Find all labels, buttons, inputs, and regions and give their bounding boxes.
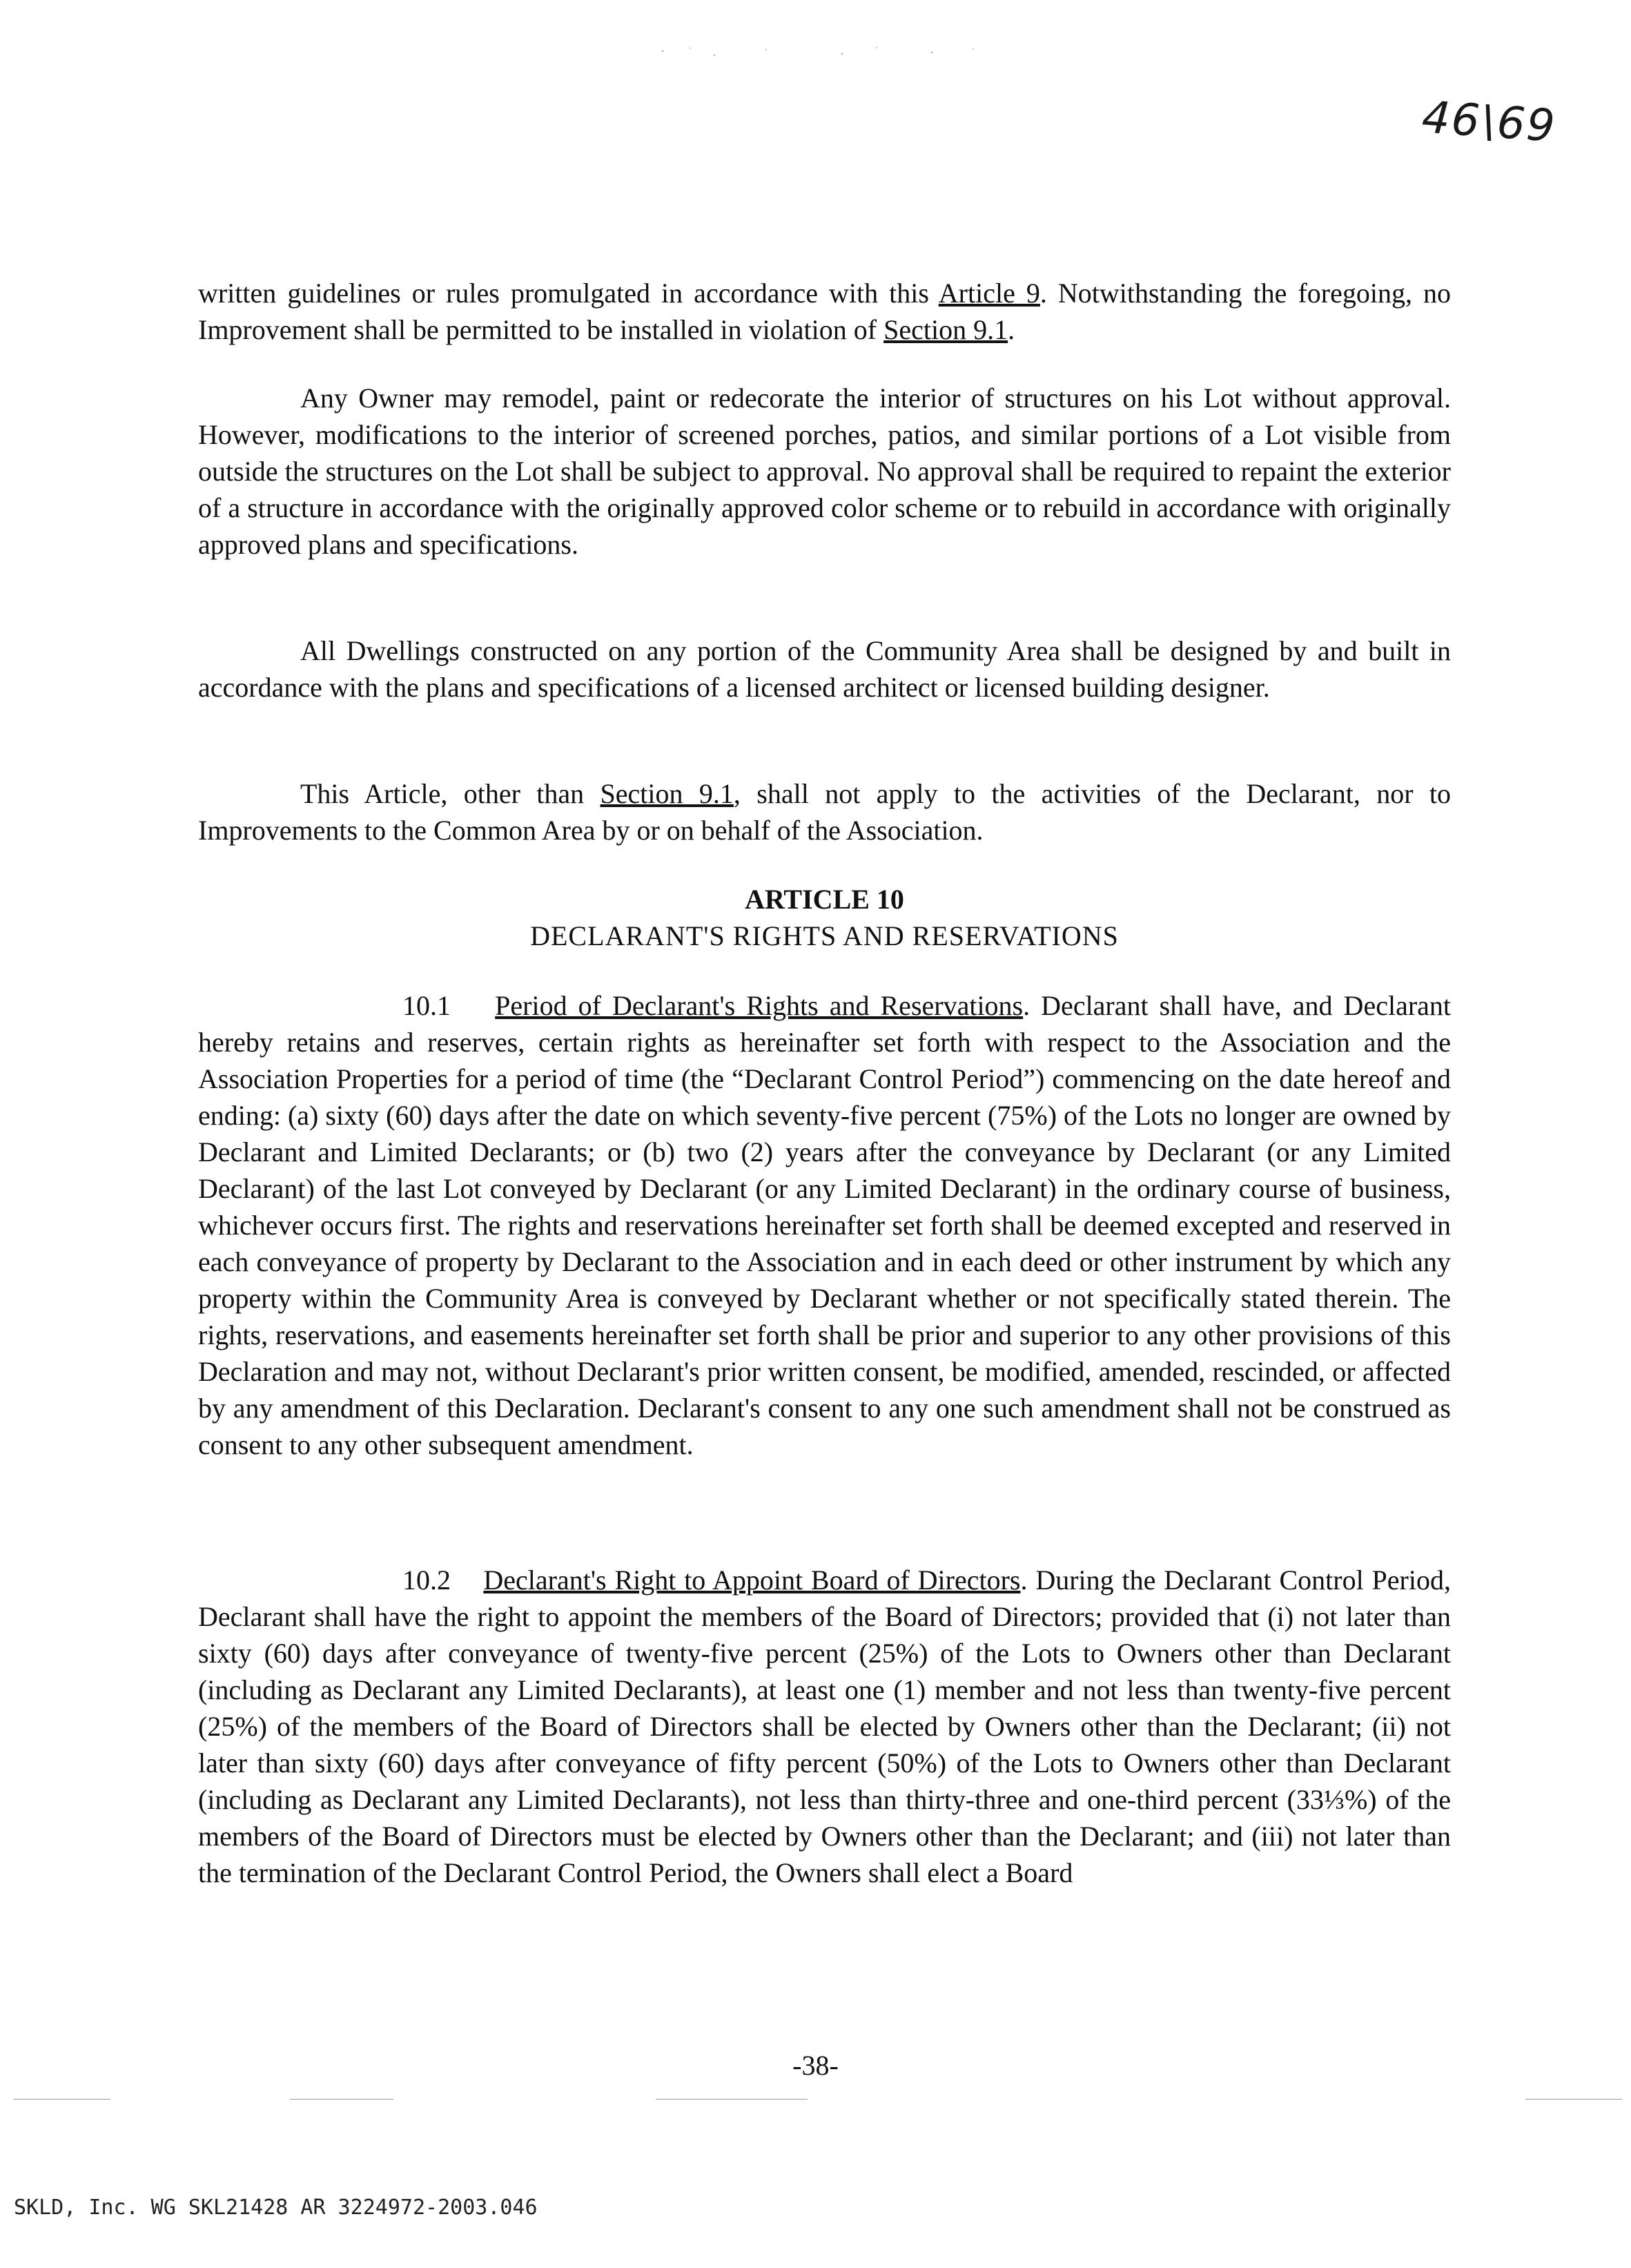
scan-edge-line-right: [1525, 2099, 1622, 2100]
scan-edge-line-mid1: [290, 2099, 393, 2100]
section-10-1-number: 10.1: [402, 990, 451, 1021]
scan-noise-dots: [649, 41, 994, 62]
article-title: DECLARANT'S RIGHTS AND RESERVATIONS: [530, 920, 1119, 951]
paragraph-2: Any Owner may remodel, paint or redecorate the interior of structures on his Lot without approval. However, modifications to the interior of screened porches, patios, and similar portions of a Lot visible from outside the structures on the Lot shall be subject to approval. No approval shall be required to repaint the exterior of a structure in accordance with the originally approved color scheme or to rebuild in accordance with originally approved plans and specifications.: [198, 382, 1451, 560]
para4-text-a: This Article, other than: [300, 778, 600, 809]
section-10-2-heading: Declarant's Right to Appoint Board of Directors: [483, 1564, 1021, 1596]
handwritten-page-mark: 46\69: [1420, 92, 1558, 153]
section-10-2-number: 10.2: [402, 1564, 451, 1596]
section-9-1-reference-2: Section 9.1: [600, 778, 734, 809]
para4-text-b: , shall not apply to the activities of the Declarant, nor to Improvements to the Common Area by or on behalf of the Association.: [198, 778, 1451, 846]
paragraph-remodel: [198, 380, 1451, 563]
scan-edge-line-left: [14, 2099, 110, 2100]
paragraph-continuation: [198, 275, 1451, 348]
paragraph-4: [198, 775, 1451, 849]
section-10-2: [198, 1562, 1451, 1891]
paragraph-1: [198, 275, 1451, 348]
section-10-2-paragraph: [198, 1562, 1451, 1891]
section-9-1-reference: Section 9.1: [883, 314, 1008, 345]
paragraph-dwellings: [198, 632, 1451, 706]
article-9-reference: Article 9: [938, 278, 1040, 309]
scan-edge-line-mid2: [656, 2099, 808, 2100]
page-number: -38-: [792, 2050, 839, 2081]
footer-stamp: SKLD, Inc. WG SKL21428 AR 3224972-2003.046: [14, 2196, 538, 2220]
section-10-1-text: . Declarant shall have, and Declarant hereby retains and reserves, certain rights as hereinafter set forth with respect to the Association and the Association Properties for a period of time (the “Declarant Control Period”) commencing on the date hereof and ending: (a) sixty (60) days after the date on which seventy-five percent (75%) of the Lots no longer are owned by Declarant and Limited Declarants; or (b) two (2) years after the conveyance by Declarant (or any Limited Declarant) of the last Lot conveyed by Declarant (or any Limited Declarant) in the ordinary course of business, whichever occurs first. The rights and reservations hereinafter set forth shall be deemed excepted and reserved in each conveyance of property by Declarant to the Association and in each deed or other instrument by which any property within the Community Area is conveyed by Declarant whether or not specifically stated therein. The rights, reservations, and easements hereinafter set forth shall be prior and superior to any other provisions of this Declaration and may not, without Declarant's prior written consent, be modified, amended, rescinded, or affected by any amendment of this Declaration. Declarant's consent to any one such amendment shall not be construed as consent to any other subsequent amendment.: [198, 990, 1452, 1460]
paragraph-article-scope: [198, 775, 1451, 849]
section-10-1: [198, 987, 1451, 1463]
section-10-2-text: . During the Declarant Control Period, Declarant shall have the right to appoint the members of the Board of Directors; provided that (i) not later than sixty (60) days after conveyance of twenty-five percent (25%) of the Lots to Owners other than Declarant (including as Declarant any Limited Declarants), at least one (1) member and not less than twenty-five percent (25%) of the members of the Board of Directors shall be elected by Owners other than the Declarant; (ii) not later than sixty (60) days after conveyance of fifty percent (50%) of the Lots to Owners other than Declarant (including as Declarant any Limited Declarants), not less than thirty-three and one-third percent (33⅓%) of the members of the Board of Directors must be elected by Owners other than the Declarant; and (iii) not later than the termination of the Declarant Control Period, the Owners shall elect a Board: [198, 1564, 1451, 1888]
para1-text-b: . Notwithstanding the foregoing, no Improvement shall be permitted to be installed in violation of: [198, 278, 1451, 345]
article-heading: [198, 881, 1451, 954]
paragraph-3: All Dwellings constructed on any portion of the Community Area shall be designed by and built in accordance with the plans and specifications of a licensed architect or licensed building designer.: [198, 635, 1451, 703]
section-10-1-paragraph: [198, 987, 1451, 1463]
section-10-1-heading: Period of Declarant's Rights and Reservations: [495, 990, 1024, 1021]
article-number: ARTICLE 10: [745, 884, 904, 915]
para1-text-c: .: [1008, 314, 1015, 345]
scan-noise: [649, 41, 994, 62]
para1-text-a: written guidelines or rules promulgated in accordance with this: [198, 278, 939, 309]
